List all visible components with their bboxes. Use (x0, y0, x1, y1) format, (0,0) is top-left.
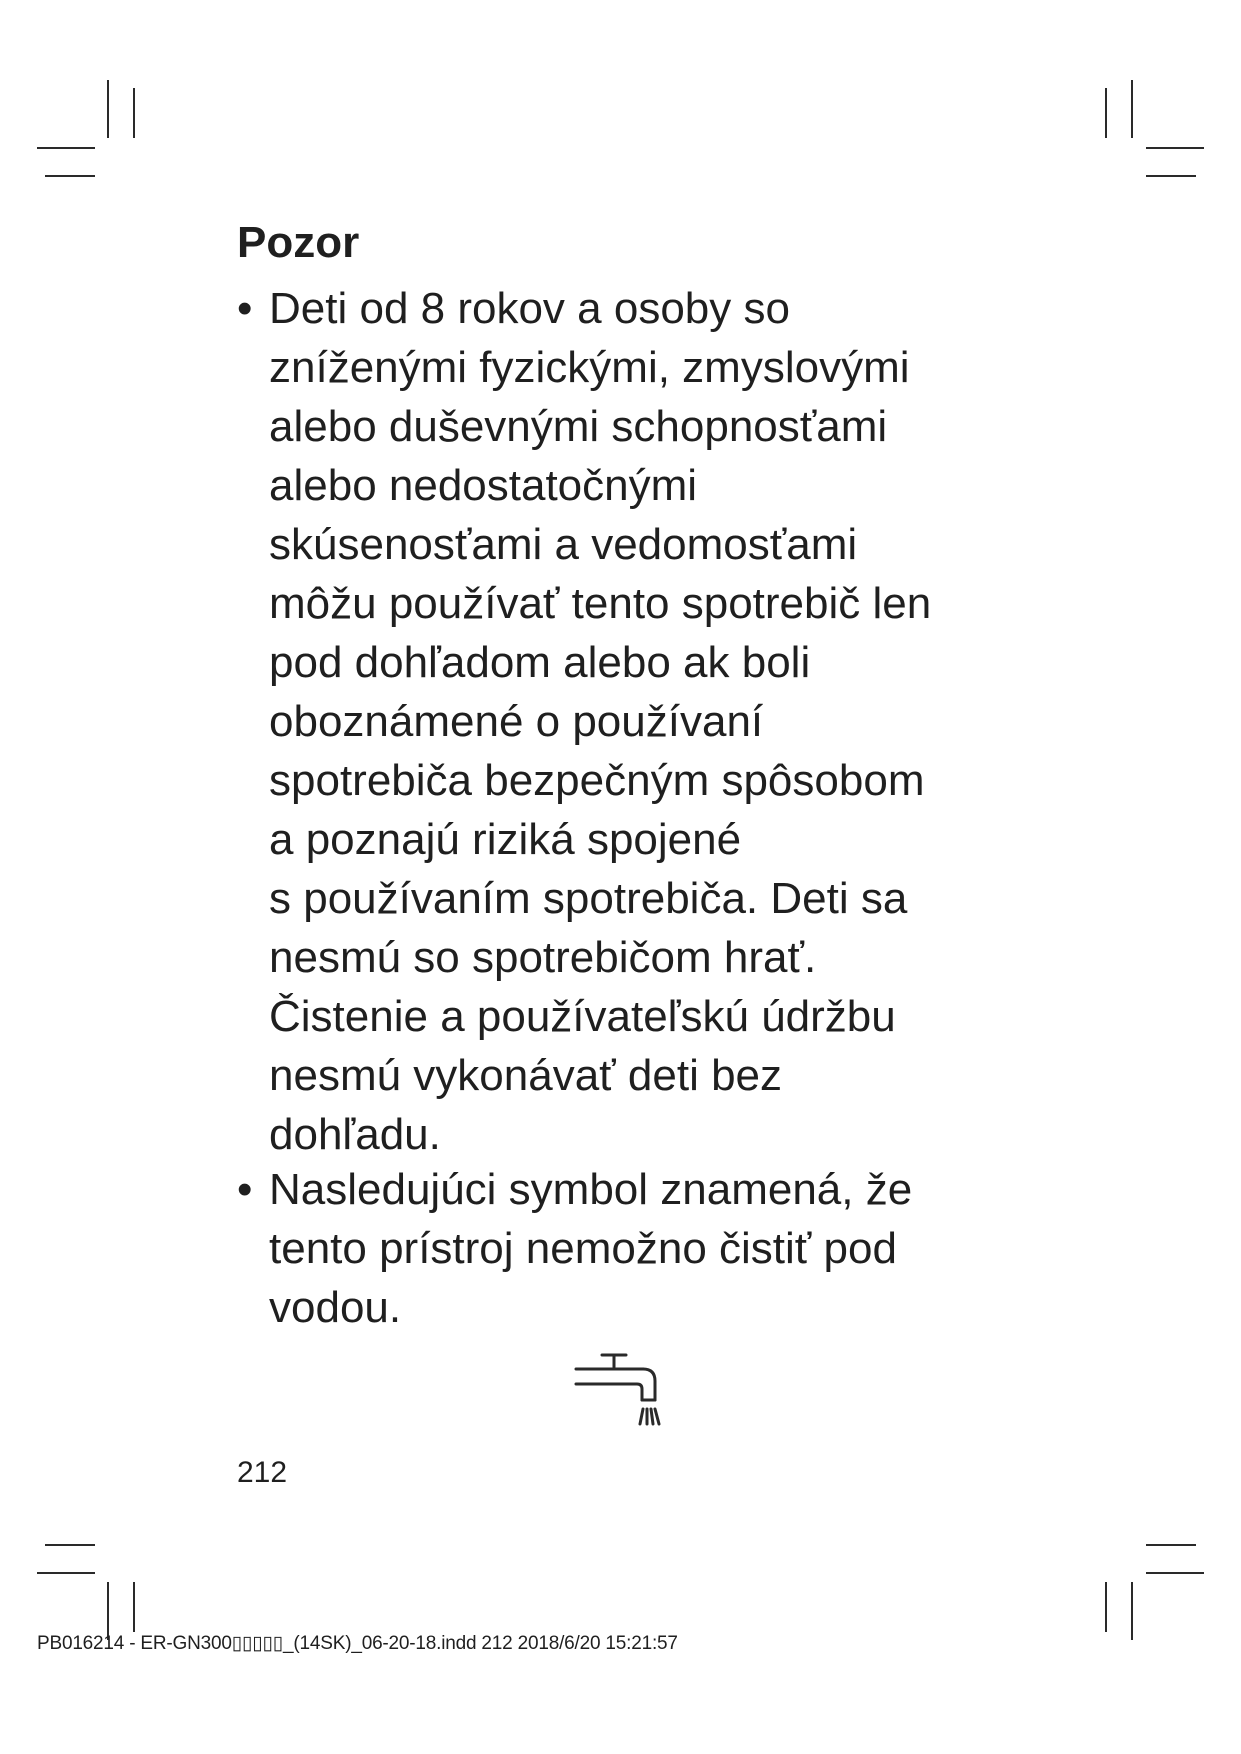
bullet-text (269, 279, 1049, 1164)
text-line: alebo nedostatočnými (269, 461, 698, 510)
print-slug: PB016214 - ER-GN300▯▯▯▯▯_(14SK)_06-20-18.indd 212 2018/6/20 15:21:57 (37, 1633, 678, 1654)
text-line: Deti od 8 rokov a osoby so (269, 284, 790, 333)
text-line: nesmú vykonávať deti bez (269, 1051, 783, 1100)
text-line: spotrebiča bezpečným spôsobom (269, 756, 925, 805)
text-line: zníženými fyzickými, zmyslovými (269, 343, 910, 392)
crop-mark-top-left-h2 (45, 175, 95, 177)
text-line: pod dohľadom alebo ak boli (269, 638, 811, 687)
text-line: Nasledujúci symbol znamená, že (269, 1165, 913, 1214)
crop-mark-bottom-right-v2 (1131, 1582, 1133, 1640)
section-heading: Pozor (237, 218, 360, 267)
crop-mark-bottom-left-v2 (133, 1582, 135, 1632)
crop-mark-top-right-v1 (1105, 88, 1107, 138)
text-line: nesmú so spotrebičom hrať. (269, 933, 817, 982)
crop-mark-bottom-right-h2 (1146, 1572, 1204, 1574)
bullet-mark: • (237, 1165, 253, 1214)
text-line: tento prístroj nemožno čistiť pod (269, 1224, 897, 1273)
bullet-text (269, 1160, 1049, 1337)
crop-mark-bottom-right-h1 (1146, 1544, 1196, 1546)
crop-mark-top-left-v2 (133, 88, 135, 138)
text-line: a poznajú riziká spojené (269, 815, 742, 864)
text-line: s používaním spotrebiča. Deti sa (269, 874, 908, 923)
crop-mark-top-right-v2 (1131, 80, 1133, 138)
text-line: vodou. (269, 1283, 402, 1332)
page-number: 212 (237, 1456, 288, 1489)
crop-mark-bottom-left-h2 (37, 1572, 95, 1574)
crop-mark-bottom-left-h1 (45, 1544, 95, 1546)
crop-mark-bottom-right-v1 (1105, 1582, 1107, 1632)
text-line: môžu používať tento spotrebič len (269, 579, 932, 628)
text-line: skúsenosťami a vedomosťami (269, 520, 858, 569)
crop-mark-top-right-h1 (1146, 147, 1204, 149)
text-line: oboznámené o používaní (269, 697, 764, 746)
crop-mark-top-left-h1 (37, 147, 95, 149)
water-tap-icon (571, 1353, 671, 1440)
text-line: alebo duševnými schopnosťami (269, 402, 888, 451)
text-line: Čistenie a používateľskú údržbu (269, 992, 896, 1041)
crop-mark-top-right-h2 (1146, 175, 1196, 177)
text-line: dohľadu. (269, 1110, 441, 1159)
crop-mark-top-left-v1 (107, 80, 109, 138)
bullet-mark: • (237, 284, 253, 333)
